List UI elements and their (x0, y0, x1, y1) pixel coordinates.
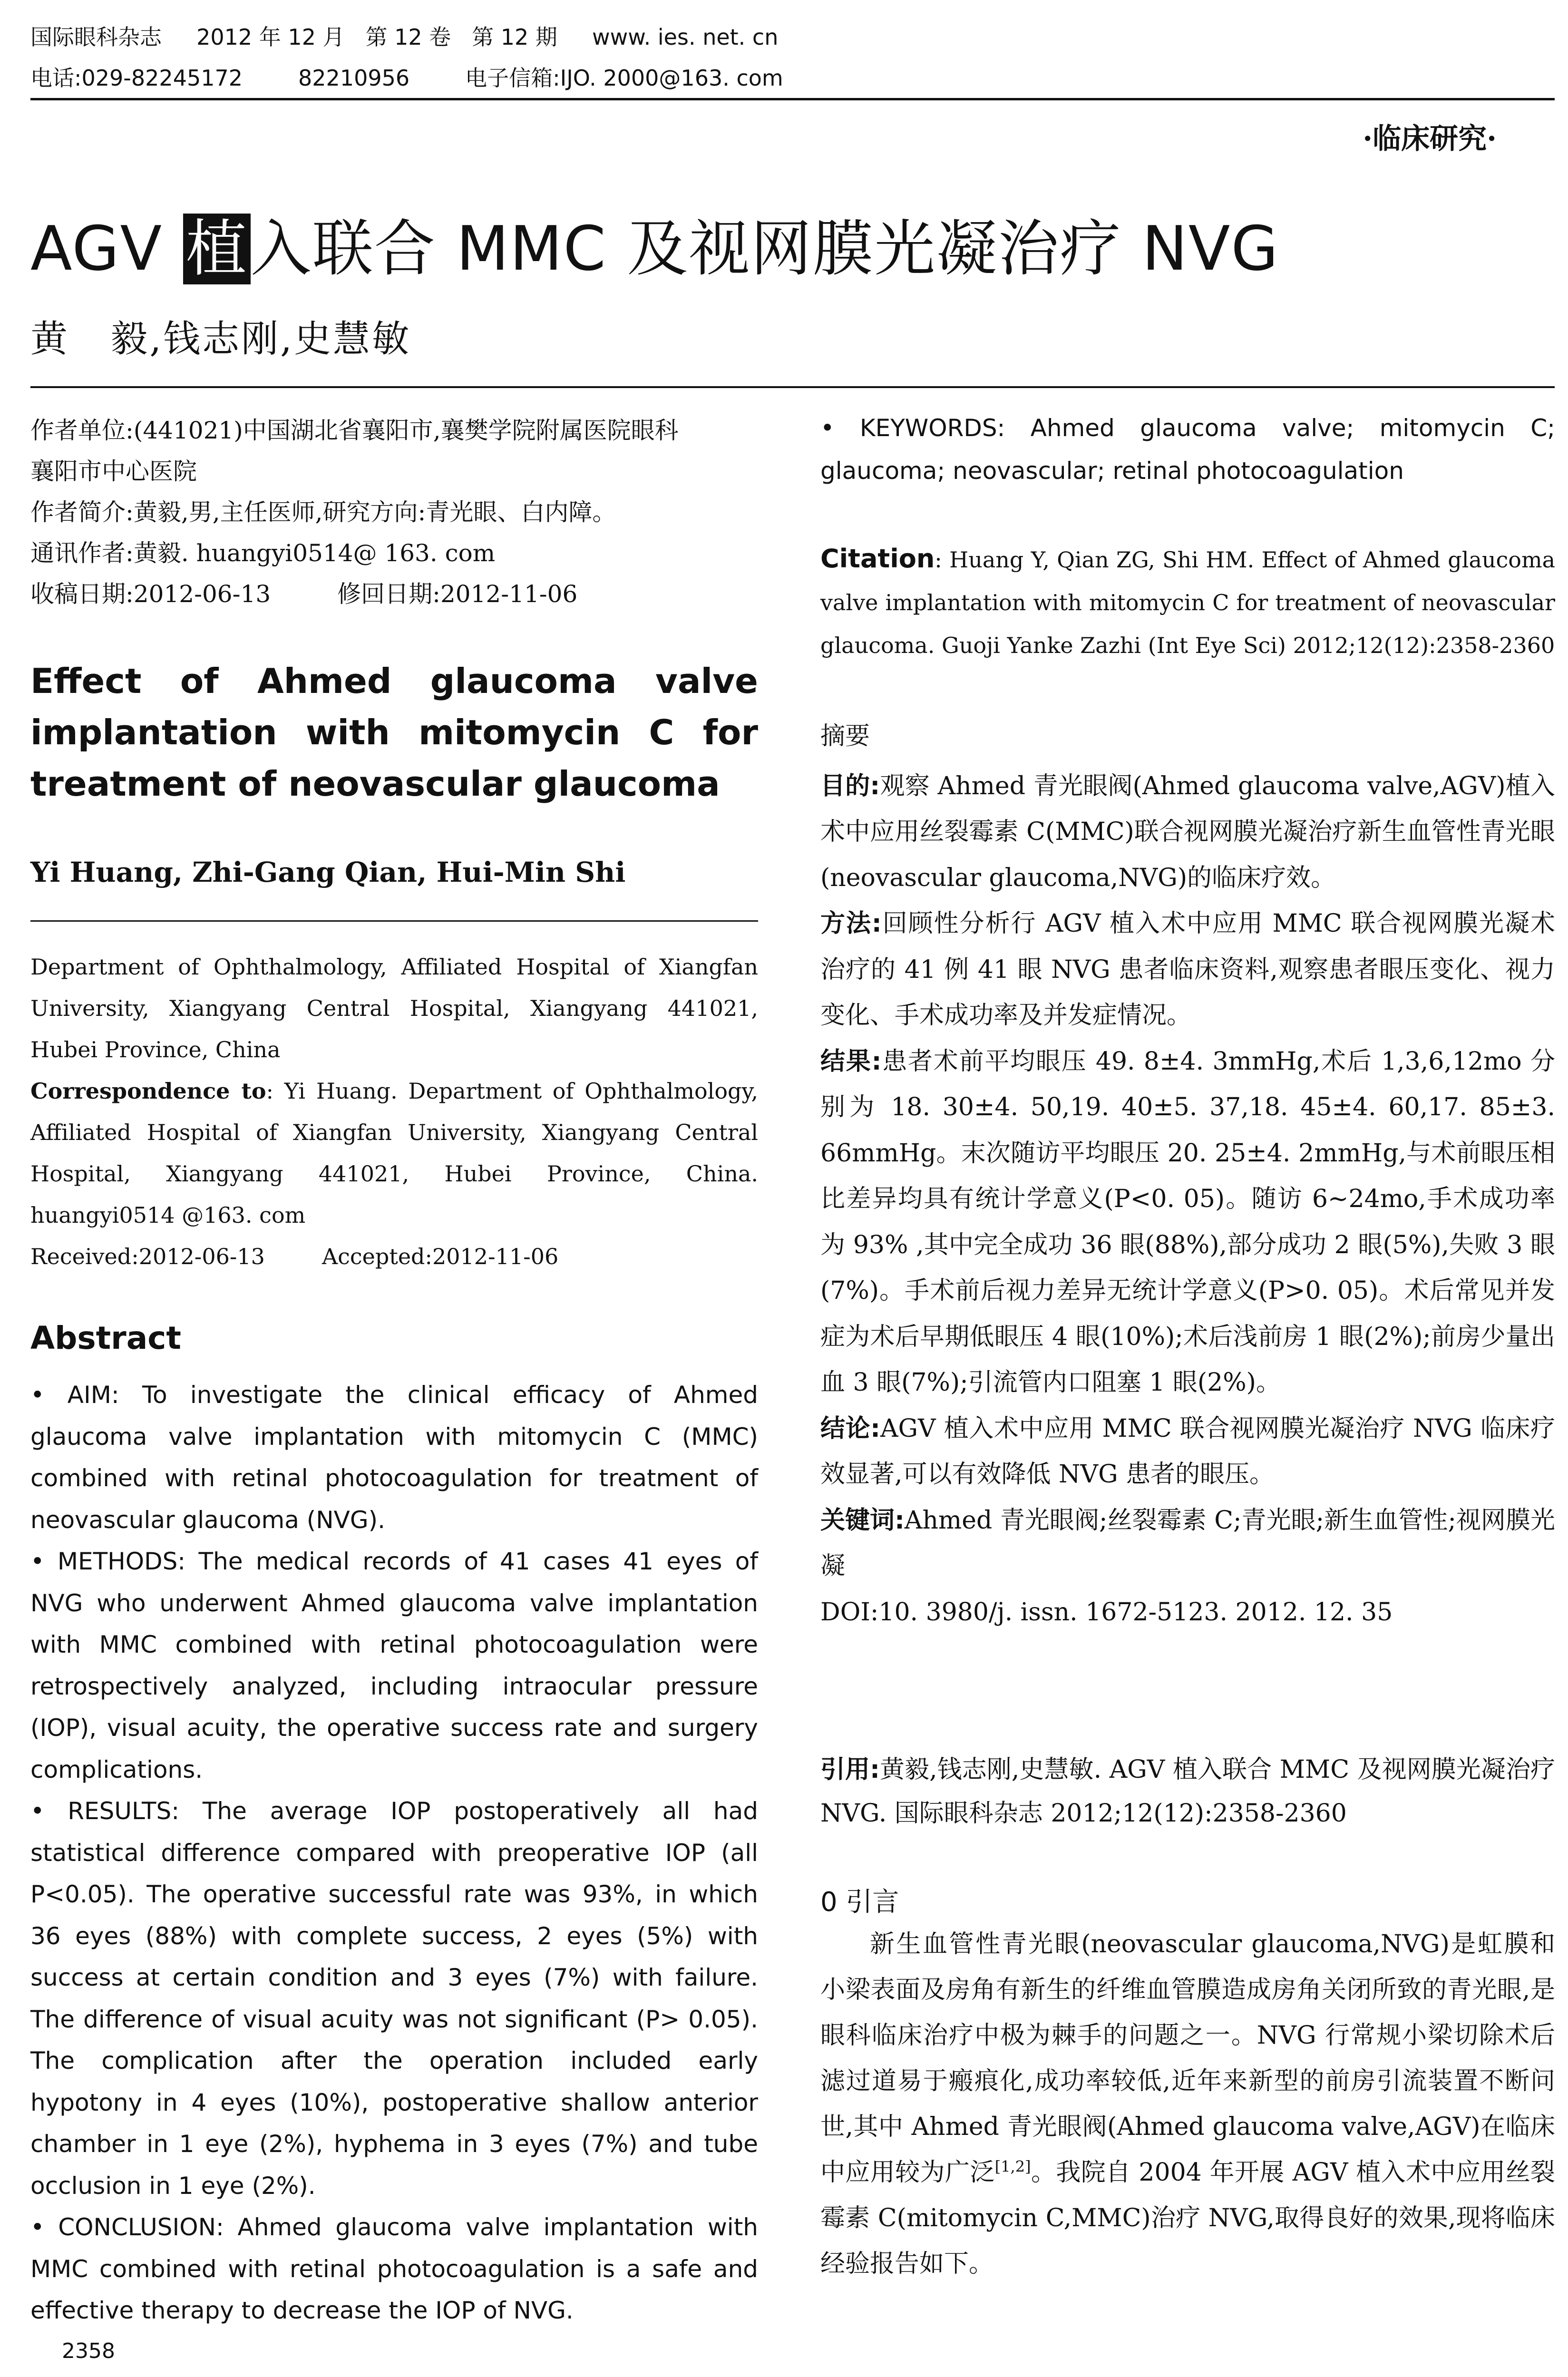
en-title-line: implantation with mitomycin C for (30, 712, 758, 752)
author-intro: 作者简介:黄毅,男,主任医师,研究方向:青光眼、白内障。 (30, 498, 616, 526)
abstract-results: • RESULTS: The average IOP postoperatively all had statistical difference compared with preoperative IOP (all P<0.05). The operative successful rate was 93%, in which 36 eyes (88%) with complete success, 2 eyes (5%) with success at certain condition and 3 eyes (7%) with failure. The difference of visual acuity was not significant (P> 0.05). The complication after the operation included early hypotony in 4 eyes (10%), postoperative shallow anterior chamber in 1 eye (2%), hyphema in 3 eyes (7%) and tube occlusion in 1 eye (2%). (30, 1797, 758, 2200)
keywords-cn (820, 1498, 1555, 1589)
en-title-line: Effect of Ahmed glaucoma valve (30, 661, 758, 701)
title-prefix: AGV (30, 214, 183, 284)
intro-text (820, 1921, 1555, 2287)
abstract-cn (820, 713, 1555, 1635)
citation-cn (820, 1748, 1555, 1835)
page-number: 2358 (62, 2339, 115, 2363)
authors-en: Yi Huang, Zhi-Gang Qian, Hui-Min Shi (30, 856, 626, 888)
correspondence-text: : Yi Huang. Department of Ophthalmology, Affiliated Hospital of Xiangfan University, Xiangyang Central Hospital, Xiangyang 441021, Hubei Province, China. huangyi0514 @163. com (30, 1078, 758, 1228)
keywords-en: • KEYWORDS: Ahmed glaucoma valve; mitomycin C; glaucoma; neovascular; retinal photocoagulation (820, 414, 1555, 485)
abstract-aim: • AIM: To investigate the clinical efficacy of Ahmed glaucoma valve implantation with mitomycin C (MMC) combined with retinal photocoagulation for treatment of neovascular glaucoma (NVG). (30, 1381, 758, 1534)
journal-name: 国际眼科杂志 (30, 24, 162, 50)
reference-marker: [1,2] (994, 2157, 1031, 2176)
journal-website: www. ies. net. cn (592, 24, 779, 50)
received-date-en: Received:2012-06-13 (30, 1244, 265, 1269)
abstract-cn-conclusion (820, 1406, 1555, 1498)
intro-part1: 新生血管性青光眼(neovascular glaucoma,NVG)是虹膜和小梁表面及房角有新生的纤维血管膜造成房角关闭所致的青光眼,是眼科临床治疗中极为棘手的问题之一。NVG 行常规小梁切除术后滤过道易于瘢痕化,成功率较低,近年来新型的前房引流装置不断问世,其中 Ahmed 青光眼阀(Ahmed glaucoma valve,AGV)在临床中应用较为广泛 (820, 1930, 1555, 2187)
label: 结论: (820, 1414, 880, 1443)
article-title-cn (30, 200, 1279, 287)
title-rest: 入联合 MMC 及视网膜光凝治疗 NVG (250, 214, 1279, 284)
dates-en (30, 1236, 758, 1277)
journal-header-line2 (30, 61, 783, 92)
dates-cn (30, 574, 758, 614)
accepted-date-en: Accepted:2012-11-06 (321, 1244, 559, 1269)
abstract-conclusion: • CONCLUSION: Ahmed glaucoma valve implantation with MMC combined with retinal photocoagulation is a safe and effective therapy to decrease the IOP of NVG. (30, 2213, 758, 2324)
abstract-cn-method (820, 901, 1555, 1039)
author-unit-cont: 襄阳市中心医院 (30, 458, 197, 485)
intro-heading: 0 引言 (820, 1887, 899, 1918)
citation-label: Citation (820, 544, 935, 574)
citation-cn-text: 黄毅,钱志刚,史慧敏. AGV 植入联合 MMC 及视网膜光凝治疗 NVG. 国际眼科杂志 2012;12(12):2358-2360 (820, 1755, 1555, 1828)
abstract-en (30, 1374, 758, 2332)
affiliation-block (30, 946, 758, 1277)
abstract-methods: • METHODS: The medical records of 41 cases 41 eyes of NVG who underwent Ahmed glaucoma valve implantation with MMC combined with retinal photocoagulation were retrospectively analyzed, including intraocular pressure (IOP), visual acuity, the operative success rate and surgery complications. (30, 1548, 758, 1783)
title-rule (30, 386, 1555, 388)
authors-rule (30, 920, 758, 922)
revised-date-cn: 修回日期:2012-11-06 (337, 580, 578, 608)
header-rule (30, 98, 1555, 100)
abstract-cn-heading: 摘要 (820, 722, 870, 750)
title-highlighted-char: 植 (183, 214, 251, 284)
phone: 电话:029-82245172 (30, 65, 243, 91)
label: 关键词: (820, 1506, 905, 1535)
authors-cn: 黄 毅,钱志刚,史慧敏 (30, 318, 411, 360)
text: 患者术前平均眼压 49. 8±4. 3mmHg,术后 1,3,6,12mo 分别为 18. 30±4. 50,19. 40±5. 37,18. 45±4. 60,17. 85±3. 66mmHg。末次随访平均眼压 20. 25±4. 2mmHg,与术前眼压相比差异均具有统计学意义(P<0. 05)。随访 6~24mo,手术成功率为 93% ,其中完全成功 36 眼(88%),部分成功 2 眼(5%),失败 3 眼(7%)。手术前后视力差异无统计学意义(P>0. 05)。术后常见并发症为术后早期低眼压 4 眼(10%);术后浅前房 1 眼(2%);前房少量出血 3 眼(7%);引流管内口阻塞 1 眼(2%)。 (820, 1047, 1555, 1397)
author-unit: 作者单位:(441021)中国湖北省襄阳市,襄樊学院附属医院眼科 (30, 417, 679, 444)
journal-header-line1 (30, 20, 778, 51)
corresponding-author: 通讯作者:黄毅. huangyi0514@ 163. com (30, 539, 496, 567)
citation-text: : Huang Y, Qian ZG, Shi HM. Effect of Ahmed glaucoma valve implantation with mitomycin C for treatment of neovascular glaucoma. Guoji Yanke Zazhi (Int Eye Sci) 2012;12(12):2358-2360 (820, 547, 1555, 658)
en-title-line: treatment of neovascular glaucoma (30, 764, 720, 804)
label: 结果: (820, 1047, 882, 1076)
abstract-cn-aim (820, 763, 1555, 901)
author-info-cn (30, 410, 758, 614)
text: AGV 植入术中应用 MMC 联合视网膜光凝治疗 NVG 临床疗效显著,可以有效降低 NVG 患者的眼压。 (820, 1414, 1555, 1489)
label: 目的: (820, 771, 880, 800)
correspondence (30, 1071, 758, 1236)
intro-part2: 。我院自 2004 年开展 AGV 植入术中应用丝裂霉素 C(mitomycin C,MMC)治疗 NVG,取得良好的效果,现将临床经验报告如下。 (820, 2158, 1555, 2278)
text: Ahmed 青光眼阀;丝裂霉素 C;青光眼;新生血管性;视网膜光凝 (820, 1506, 1555, 1580)
abstract-cn-result (820, 1039, 1555, 1406)
section-tag: ·临床研究· (1363, 122, 1497, 156)
abstract-heading: Abstract (30, 1320, 181, 1356)
received-date-cn: 收稿日期:2012-06-13 (30, 580, 271, 608)
citation-cn-label: 引用: (820, 1755, 880, 1784)
text: 观察 Ahmed 青光眼阀(Ahmed glaucoma valve,AGV)植入术中应用丝裂霉素 C(MMC)联合视网膜光凝治疗新生血管性青光眼(neovascular glaucoma,NVG)的临床疗效。 (820, 771, 1555, 892)
phone2: 82210956 (298, 65, 410, 91)
affiliation: Department of Ophthalmology, Affiliated Hospital of Xiangfan University, Xiangyang Central Hospital, Xiangyang 441021, Hubei Province, China (30, 954, 758, 1062)
issue-info: 2012 年 12 月 第 12 卷 第 12 期 (196, 24, 557, 50)
text: 回顾性分析行 AGV 植入术中应用 MMC 联合视网膜光凝术治疗的 41 例 41 眼 NVG 患者临床资料,观察患者眼压变化、视力变化、手术成功率及并发症情况。 (820, 909, 1555, 1030)
label: 方法: (820, 909, 882, 938)
doi: DOI:10. 3980/j. issn. 1672-5123. 2012. 12. 35 (820, 1598, 1393, 1627)
citation-en (820, 537, 1555, 667)
correspondence-label: Correspondence to (30, 1078, 266, 1104)
article-title-en (30, 655, 758, 809)
email: 电子信箱:IJO. 2000@163. com (465, 65, 783, 91)
